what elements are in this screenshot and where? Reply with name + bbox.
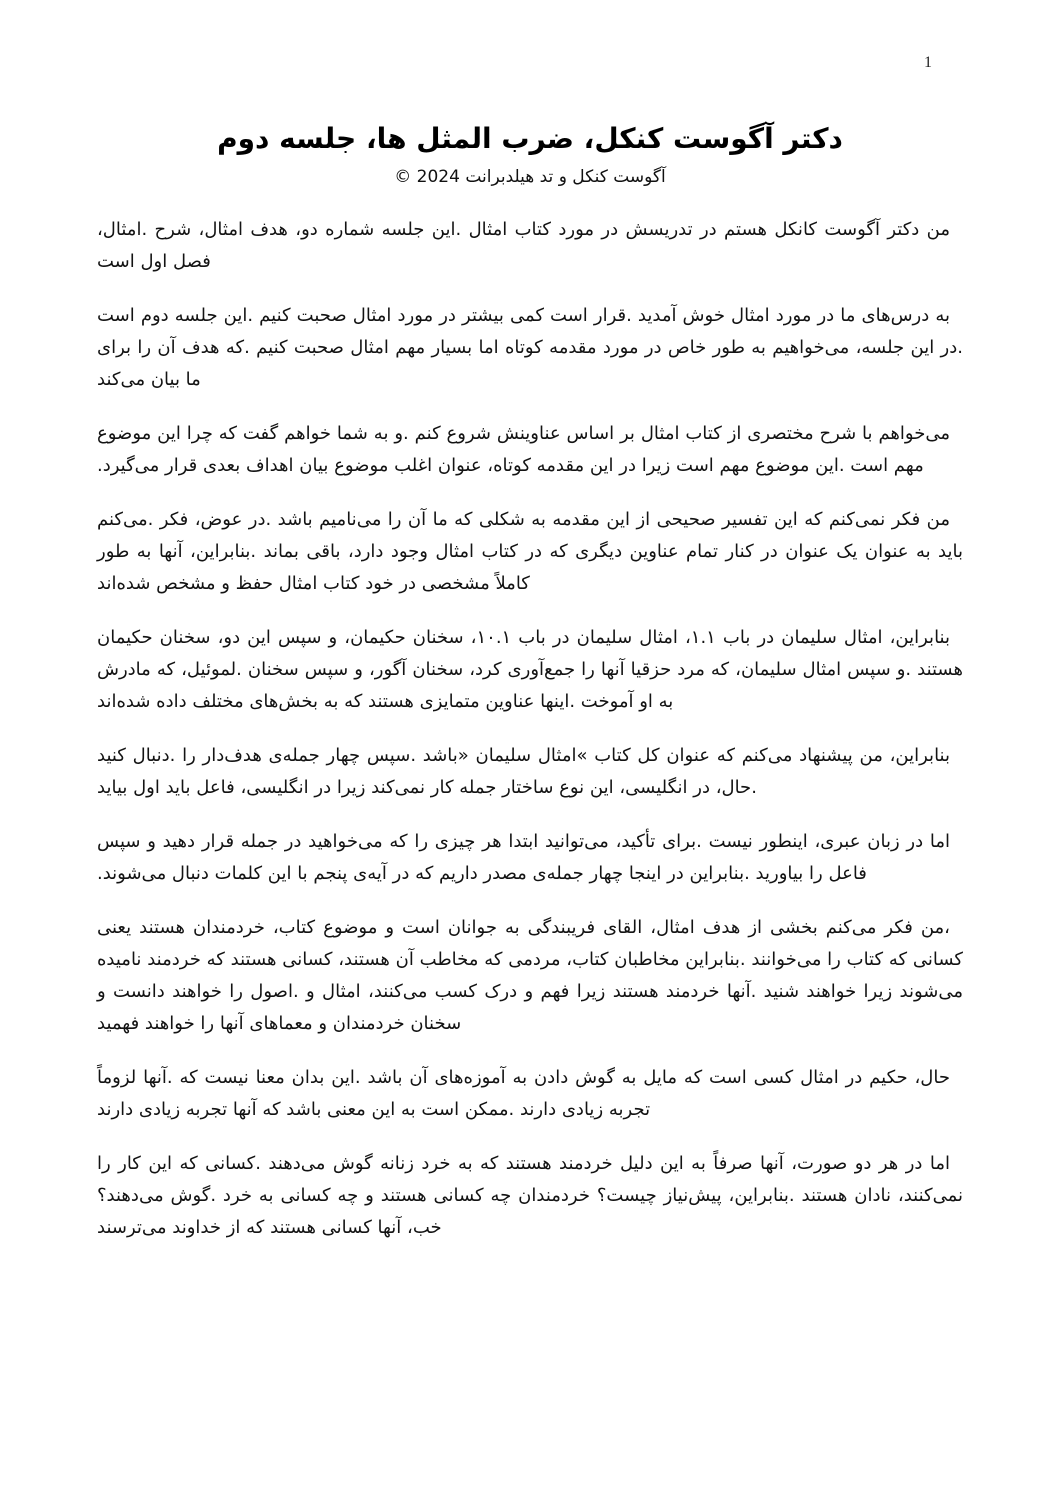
body-paragraph: بنابراین، من پیشنهاد می‌کنم که عنوان کل کتاب »امثال سلیمان «باشد .سپس چهار جمله‌ی هدف‌دار را .دنبال کنید .حال، در انگلیسی، این نوع ساختار جمله کار نمی‌کند زیرا در انگلیسی، فاعل باید اول بیاید [97, 745, 950, 798]
body-paragraph: ،من فکر می‌کنم بخشی از هدف امثال، القای فریبندگی به جوانان است و موضوع کتاب، خردمندان هستند یعنی کسانی که کتاب را می‌خوانند .بنابراین مخاطبان کتاب، مردمی که مخاطب آن هستند، کسانی هستند که خردمند نامیده می‌شوند زیرا خواهند شنید .آنها خردمند هستند زیرا فهم و درک کسب می‌کنند، امثال و .اصول را خواهند دانست و سخنان خردمندان و معماهای آنها را خواهند فهمید [97, 917, 963, 1034]
body-paragraph: حال، حکیم در امثال کسی است که مایل به گوش دادن به آموزه‌های آن باشد .این بدان معنا نیست که .آنها لزوماً تجربه زیادی دارند .ممکن است به این معنی باشد که آنها تجربه زیادی دارند [97, 1067, 950, 1120]
document-title: دکتر آگوست کنکل، ضرب المثل ها، جلسه دوم [217, 122, 843, 155]
body-paragraph: بنابراین، امثال سلیمان در باب ۱.۱، امثال سلیمان در باب ۱۰.۱، سخنان حکیمان، و سپس این دو، سخنان حکیمان هستند .و سپس امثال سلیمان، که مرد حزقیا آنها را جمع‌آوری کرد، سخنان آگور، و سپس سخنان .لموئیل، که مادرش به او آموخت .اینها عناوین متمایزی هستند که به بخش‌های مختلف داده شده‌اند [97, 627, 963, 712]
document-subtitle: آگوست کنکل و تد هیلدبرانت 2024 © [394, 167, 666, 187]
document-content [97, 118, 963, 1266]
body-paragraph: می‌خواهم با شرح مختصری از کتاب امثال بر اساس عناوینش شروع کنم .و به شما خواهم گفت که چرا این موضوع مهم است .این موضوع مهم است زیرا در این مقدمه کوتاه، عنوان اغلب موضوع بیان اهداف بعدی قرار می‌گیرد. [97, 423, 950, 476]
body-paragraph: اما در زبان عبری، اینطور نیست .برای تأکید، می‌توانید ابتدا هر چیزی را که می‌خواهید در جمله قرار دهید و سپس فاعل را بیاورید .بنابراین در اینجا چهار جمله‌ی مصدر داریم که در آیه‌ی پنجم با این کلمات دنبال می‌شوند. [97, 831, 950, 884]
body-paragraph: من دکتر آگوست کانکل هستم در تدریسش در مورد کتاب امثال .این جلسه شماره دو، هدف امثال، شرح .امثال، فصل اول است [97, 219, 950, 272]
body-paragraph: اما در هر دو صورت، آنها صرفاً به این دلیل خردمند هستند که به خرد زنانه گوش می‌دهند .کسانی که این کار را نمی‌کنند، نادان هستند .بنابراین، پیش‌نیاز چیست؟ خردمندان چه کسانی هستند و چه کسانی به خرد .گوش می‌دهند؟ خب، آنها کسانی هستند که از خداوند می‌ترسند [97, 1153, 963, 1238]
page-number: 1 [924, 54, 932, 71]
body-paragraph: به درس‌های ما در مورد امثال خوش آمدید .قرار است کمی بیشتر در مورد امثال صحبت کنیم .این جلسه دوم است .در این جلسه، می‌خواهیم به طور خاص در مورد مقدمه کوتاه اما بسیار مهم امثال صحبت کنیم .که هدف آن را برای ما بیان می‌کند [97, 305, 963, 390]
body-paragraph: من فکر نمی‌کنم که این تفسیر صحیحی از این مقدمه به شکلی که ما آن را می‌نامیم باشد .در عوض، فکر .می‌کنم باید به عنوان یک عنوان در کنار تمام عناوین دیگری که در کتاب امثال وجود دارد، باقی بماند .بنابراین، آنها به طور کاملاً مشخصی در خود کتاب امثال حفظ و مشخص شده‌اند [97, 509, 963, 594]
